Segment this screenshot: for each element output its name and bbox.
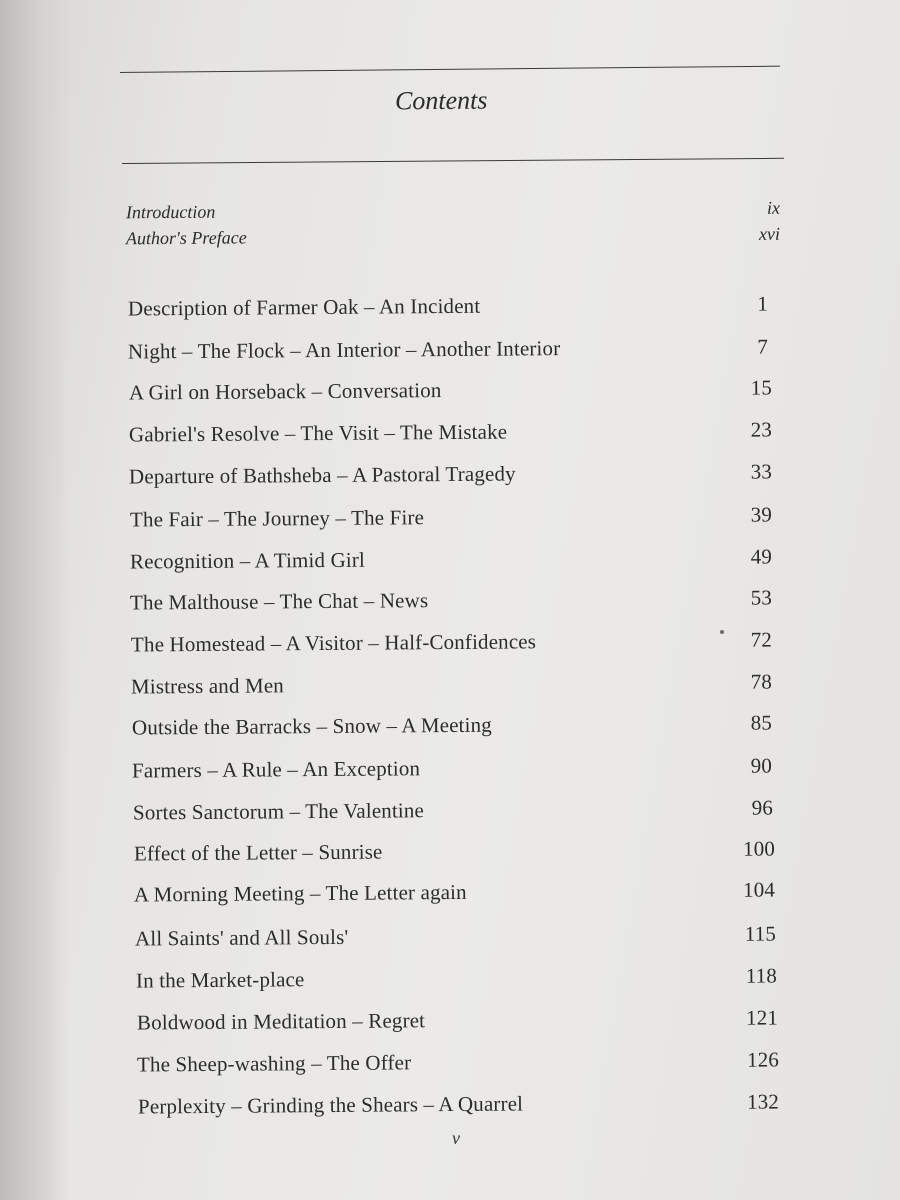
chapter-title: Description of Farmer Oak – An Incident [127, 293, 481, 321]
top-rule [120, 66, 780, 73]
chapter-page: 104 [742, 877, 776, 902]
front-matter-page: xvi [758, 223, 781, 244]
chapter-title: A Girl on Horseback – Conversation [128, 378, 442, 405]
toc-row [128, 334, 768, 364]
chapter-page: 96 [751, 795, 774, 820]
chapter-page: 33 [750, 459, 773, 484]
chapter-page: 126 [746, 1047, 780, 1072]
chapter-title: Perplexity – Grinding the Shears – A Quarrel [137, 1091, 524, 1119]
chapter-page: 118 [745, 963, 778, 988]
toc-row [129, 417, 772, 447]
toc-row [129, 459, 772, 489]
chapter-page: 23 [750, 417, 773, 442]
chapter-page: 132 [746, 1089, 780, 1114]
chapter-page: 115 [744, 921, 777, 946]
toc-row [130, 502, 772, 532]
toc-row [132, 710, 772, 740]
chapter-page: 39 [750, 502, 773, 527]
toc-row [131, 627, 772, 657]
toc-row [136, 963, 777, 993]
chapter-title: All Saints' and All Souls' [134, 924, 349, 951]
chapter-page: 49 [750, 544, 773, 569]
chapter-title: Departure of Bathsheba – A Pastoral Tragedy [128, 461, 516, 489]
front-matter-row [126, 198, 780, 224]
chapter-title: Mistress and Men [130, 673, 284, 699]
chapter-title: A Morning Meeting – The Letter again [133, 879, 467, 907]
front-matter-page: ix [766, 197, 781, 218]
chapter-title: The Sheep-washing – The Offer [136, 1050, 412, 1077]
front-matter-title: Author's Preface [125, 227, 247, 249]
chapter-title: The Malthouse – The Chat – News [129, 588, 429, 615]
toc-row [132, 753, 772, 783]
chapter-page: 72 [750, 627, 773, 652]
chapter-page: 7 [757, 334, 769, 359]
chapter-page: 53 [750, 585, 773, 610]
toc-row [134, 877, 775, 907]
bottom-rule [122, 158, 784, 164]
front-matter-title: Introduction [125, 201, 216, 223]
toc-row [131, 669, 772, 699]
chapter-title: Effect of the Letter – Sunrise [133, 839, 383, 866]
page-number: v [452, 1128, 460, 1148]
toc-row [130, 544, 772, 574]
chapter-page: 90 [750, 753, 773, 778]
toc-row [130, 585, 772, 615]
toc-row [138, 1089, 779, 1119]
chapter-title: Outside the Barracks – Snow – A Meeting [131, 712, 492, 740]
toc-row [134, 836, 775, 866]
binding-shadow [0, 0, 70, 1200]
toc-row [133, 795, 773, 825]
toc-row [137, 1047, 779, 1077]
toc-row [129, 375, 772, 405]
chapter-page: 15 [750, 375, 773, 400]
chapter-page: 78 [750, 669, 773, 694]
toc-row [128, 291, 768, 321]
chapter-title: The Fair – The Journey – The Fire [129, 505, 425, 532]
front-matter-row [126, 224, 780, 250]
chapter-title: Recognition – A Timid Girl [129, 547, 366, 574]
chapter-title: Gabriel's Resolve – The Visit – The Mistake [128, 419, 508, 447]
contents-heading: Contents [394, 85, 488, 116]
chapter-title: Farmers – A Rule – An Exception [131, 756, 421, 783]
chapter-title: The Homestead – A Visitor – Half-Confidences [130, 629, 537, 657]
chapter-page: 1 [757, 291, 769, 316]
chapter-title: Night – The Flock – An Interior – Another Interior [127, 336, 561, 364]
chapter-title: Boldwood in Meditation – Regret [136, 1008, 426, 1035]
chapter-page: 100 [742, 836, 776, 861]
chapter-page: 85 [750, 710, 773, 735]
paper-speck [720, 630, 724, 634]
toc-row [137, 1005, 778, 1035]
chapter-page: 121 [745, 1005, 779, 1030]
toc-row [135, 921, 776, 951]
chapter-title: In the Market-place [135, 967, 305, 993]
chapter-title: Sortes Sanctorum – The Valentine [132, 798, 425, 825]
